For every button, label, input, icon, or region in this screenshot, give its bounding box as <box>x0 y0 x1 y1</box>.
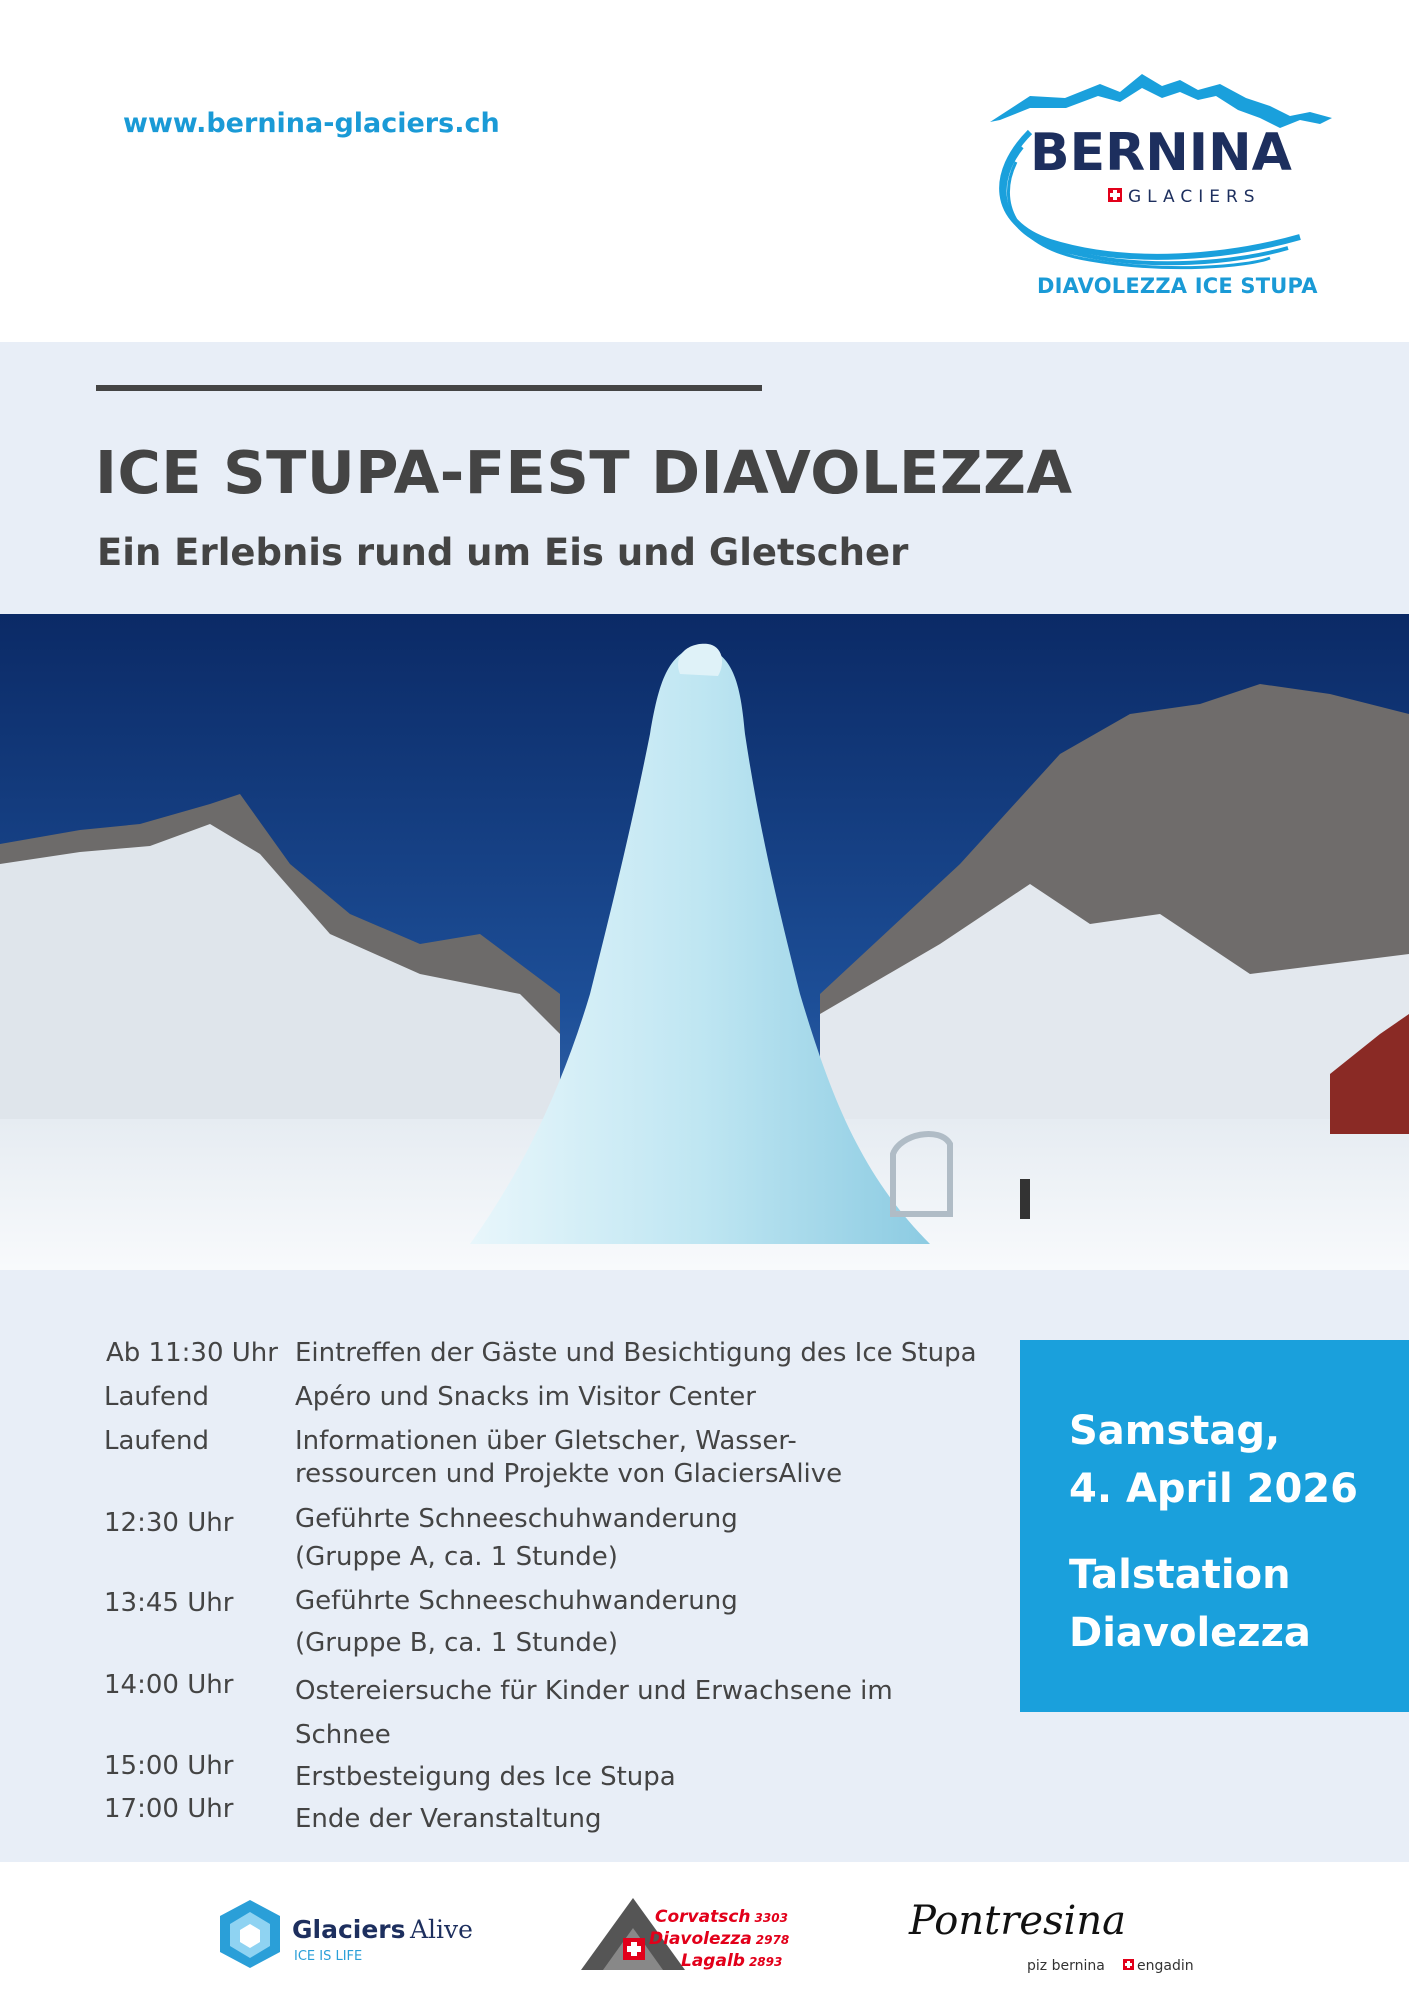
title-rule <box>96 385 762 391</box>
schedule-activity: Informationen über Gletscher, Wasser- <box>295 1426 797 1456</box>
svg-text:Glaciers: Glaciers <box>292 1915 406 1944</box>
schedule-activity: Geführte Schneeschuhwanderung <box>295 1586 738 1616</box>
logo-subtitle: DIAVOLEZZA ICE STUPA <box>1037 274 1318 298</box>
svg-text:Corvatsch3303: Corvatsch 3303 <box>655 1907 788 1927</box>
schedule-activity: Geführte Schneeschuhwanderung <box>295 1504 738 1534</box>
website-link[interactable]: www.bernina-glaciers.ch <box>123 108 500 139</box>
schedule-time: 13:45 Uhr <box>104 1588 234 1618</box>
schedule-activity: ressourcen und Projekte von GlaciersAlive <box>295 1459 843 1489</box>
corvatsch-diavolezza-lagalb-logo <box>573 1890 843 1980</box>
date-location-box <box>1020 1340 1409 1712</box>
schedule-activity: Erstbesteigung des Ice Stupa <box>295 1762 676 1792</box>
logo-name: BERNINA <box>1030 123 1292 183</box>
schedule-time: 14:00 Uhr <box>104 1670 234 1700</box>
mountain-silhouette-icon <box>990 74 1332 128</box>
event-date-weekday: Samstag, <box>1069 1408 1281 1454</box>
schedule-activity: Apéro und Snacks im Visitor Center <box>295 1382 756 1412</box>
svg-text:Pontresina: Pontresina <box>909 1898 1126 1944</box>
schedule-time: Laufend <box>104 1382 210 1412</box>
schedule-activity: Eintreffen der Gäste und Besichtigung des Ice Stupa <box>295 1338 977 1368</box>
page-subtitle: Ein Erlebnis rund um Eis und Gletscher <box>97 531 909 574</box>
schedule-time: 17:00 Uhr <box>104 1794 234 1824</box>
event-date: 4. April 2026 <box>1069 1466 1358 1512</box>
ice-stupa-photo <box>0 614 1409 1270</box>
svg-text:ICE IS LIFE: ICE IS LIFE <box>294 1949 363 1964</box>
schedule-time: 12:30 Uhr <box>104 1508 234 1538</box>
event-place-line1: Talstation <box>1069 1552 1291 1598</box>
svg-text:Lagalb2893: Lagalb 2893 <box>681 1951 783 1971</box>
svg-text:Diavolezza2978: Diavolezza 2978 <box>649 1929 790 1949</box>
svg-text:piz bernina: piz bernina <box>1027 1958 1105 1974</box>
schedule-activity: Ende der Veranstaltung <box>295 1804 602 1834</box>
page-title: ICE STUPA-FEST DIAVOLEZZA <box>95 438 1073 507</box>
pontresina-logo <box>905 1888 1205 1988</box>
logo-tagline: GLACIERS <box>1128 187 1261 207</box>
schedule-time: 15:00 Uhr <box>104 1751 234 1781</box>
svg-text:engadin: engadin <box>1137 1958 1194 1974</box>
svg-text:Alive: Alive <box>410 1915 473 1944</box>
schedule-activity: (Gruppe B, ca. 1 Stunde) <box>295 1628 618 1658</box>
event-place-line2: Diavolezza <box>1069 1610 1311 1656</box>
schedule-time: Laufend <box>104 1426 210 1456</box>
schedule-time: Ab 11:30 Uhr <box>106 1338 278 1368</box>
schedule-activity: (Gruppe A, ca. 1 Stunde) <box>295 1542 618 1572</box>
glaciers-alive-logo <box>214 1896 494 1976</box>
schedule-activity: Schnee <box>295 1720 391 1750</box>
schedule-activity: Ostereiersuche für Kinder und Erwachsene im <box>295 1676 893 1706</box>
